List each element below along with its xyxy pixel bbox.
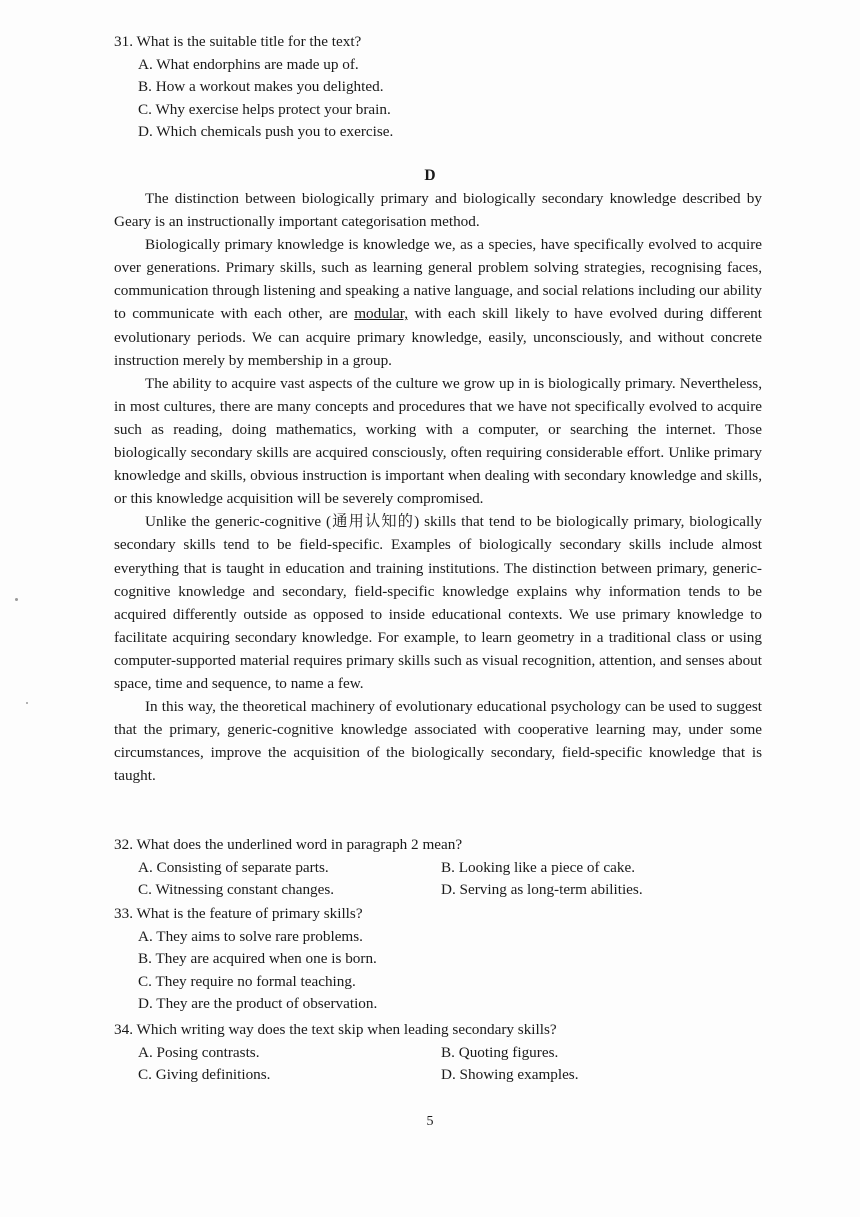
paragraph-3: The ability to acquire vast aspects of the culture we grow up in is biologically primary. Nevertheless, in most cultures, there are many concepts and procedures that we have not specifically evolved to acquire such as reading, doing mathematics, working with a computer, or searching the internet. Those biologically secondary skills are acquired consciously, often requiring considerable effort. Unlike primary knowledge and skills, obvious instruction is important when dealing with secondary knowledge and skills, or this knowledge acquisition will be severely compromised. [114, 374, 762, 508]
question-stem: 31. What is the suitable title for the text? [114, 33, 362, 50]
question-31 [114, 31, 774, 144]
paragraph-4: Unlike the generic-cognitive (通用认知的) skills that tend to be biologically primary, biologically secondary skills tend to be field-specific. Examples of biologically secondary skills include almost everything that is taught in education and training institutions. The distinction between primary, generic-cognitive knowledge and secondary, field-specific knowledge explains why information tends to be acquired differently outside as opposed to inside educational contexts. We use primary knowledge to facilitate acquiring secondary knowledge. For example, to learn geometry in a traditional class or using computer-supported material requires primary skills such as visual recognition, attention, and senses about space, time and sequence, to name a few. [114, 513, 762, 692]
question-stem: 32. What does the underlined word in paragraph 2 mean? [114, 836, 463, 853]
paragraph-2 [114, 233, 762, 372]
question-32 [114, 834, 774, 902]
paragraph-2-text-after: with each skill likely to have evolved during different evolutionary periods. We can acquire primary knowledge, easily, unconsciously, and without concrete instruction merely by membership in a group. [114, 305, 762, 369]
underlined-word: modular, [354, 305, 408, 323]
option-c: C. They require no formal teaching. [138, 972, 356, 990]
option-row [114, 879, 774, 902]
question-33 [114, 903, 774, 1016]
paragraph-1: The distinction between biologically primary and biologically secondary knowledge described by Geary is an instructionally important categorisation method. [114, 190, 762, 231]
option-b: B. Looking like a piece of cake. [441, 858, 635, 876]
option-c: C. Giving definitions. [138, 1066, 271, 1084]
option-b: B. Quoting figures. [441, 1043, 559, 1061]
page-number: 5 [426, 1114, 434, 1129]
reading-passage [114, 187, 762, 787]
option-c: C. Why exercise helps protect your brain. [138, 100, 391, 118]
option-a: A. Posing contrasts. [138, 1043, 260, 1061]
option-a: A. What endorphins are made up of. [138, 55, 359, 73]
paragraph-2-text-before: Biologically primary knowledge is knowledge we, as a species, have specifically evolved to acquire over generations. Primary skills, such as learning general problem solving strategies, recognising faces, communication through listening and speaking a native language, and social relations including our ability to communicate with each other, are [114, 236, 762, 323]
option-d: D. They are the product of observation. [138, 995, 378, 1013]
option-d: D. Showing examples. [441, 1066, 579, 1084]
option-row [114, 1042, 774, 1065]
scan-speck [15, 598, 18, 601]
option-a: A. They aims to solve rare problems. [138, 927, 363, 945]
option-c: C. Witnessing constant changes. [138, 881, 335, 899]
question-stem: 33. What is the feature of primary skills? [114, 905, 363, 922]
section-heading: D [424, 167, 436, 184]
question-stem: 34. Which writing way does the text skip when leading secondary skills? [114, 1021, 557, 1038]
question-34 [114, 1019, 774, 1087]
option-d: D. Which chemicals push you to exercise. [138, 123, 394, 141]
option-b: B. How a workout makes you delighted. [138, 78, 384, 96]
option-row [114, 857, 774, 880]
scan-speck [26, 702, 28, 704]
option-b: B. They are acquired when one is born. [138, 950, 377, 968]
paragraph-5: In this way, the theoretical machinery of evolutionary educational psychology can be used to suggest that the primary, generic-cognitive knowledge associated with cooperative learning may, under some circumstances, improve the acquisition of the biologically secondary, field-specific knowledge that is taught. [114, 698, 762, 785]
option-d: D. Serving as long-term abilities. [441, 881, 643, 899]
option-a: A. Consisting of separate parts. [138, 858, 329, 876]
option-row [114, 1064, 774, 1087]
